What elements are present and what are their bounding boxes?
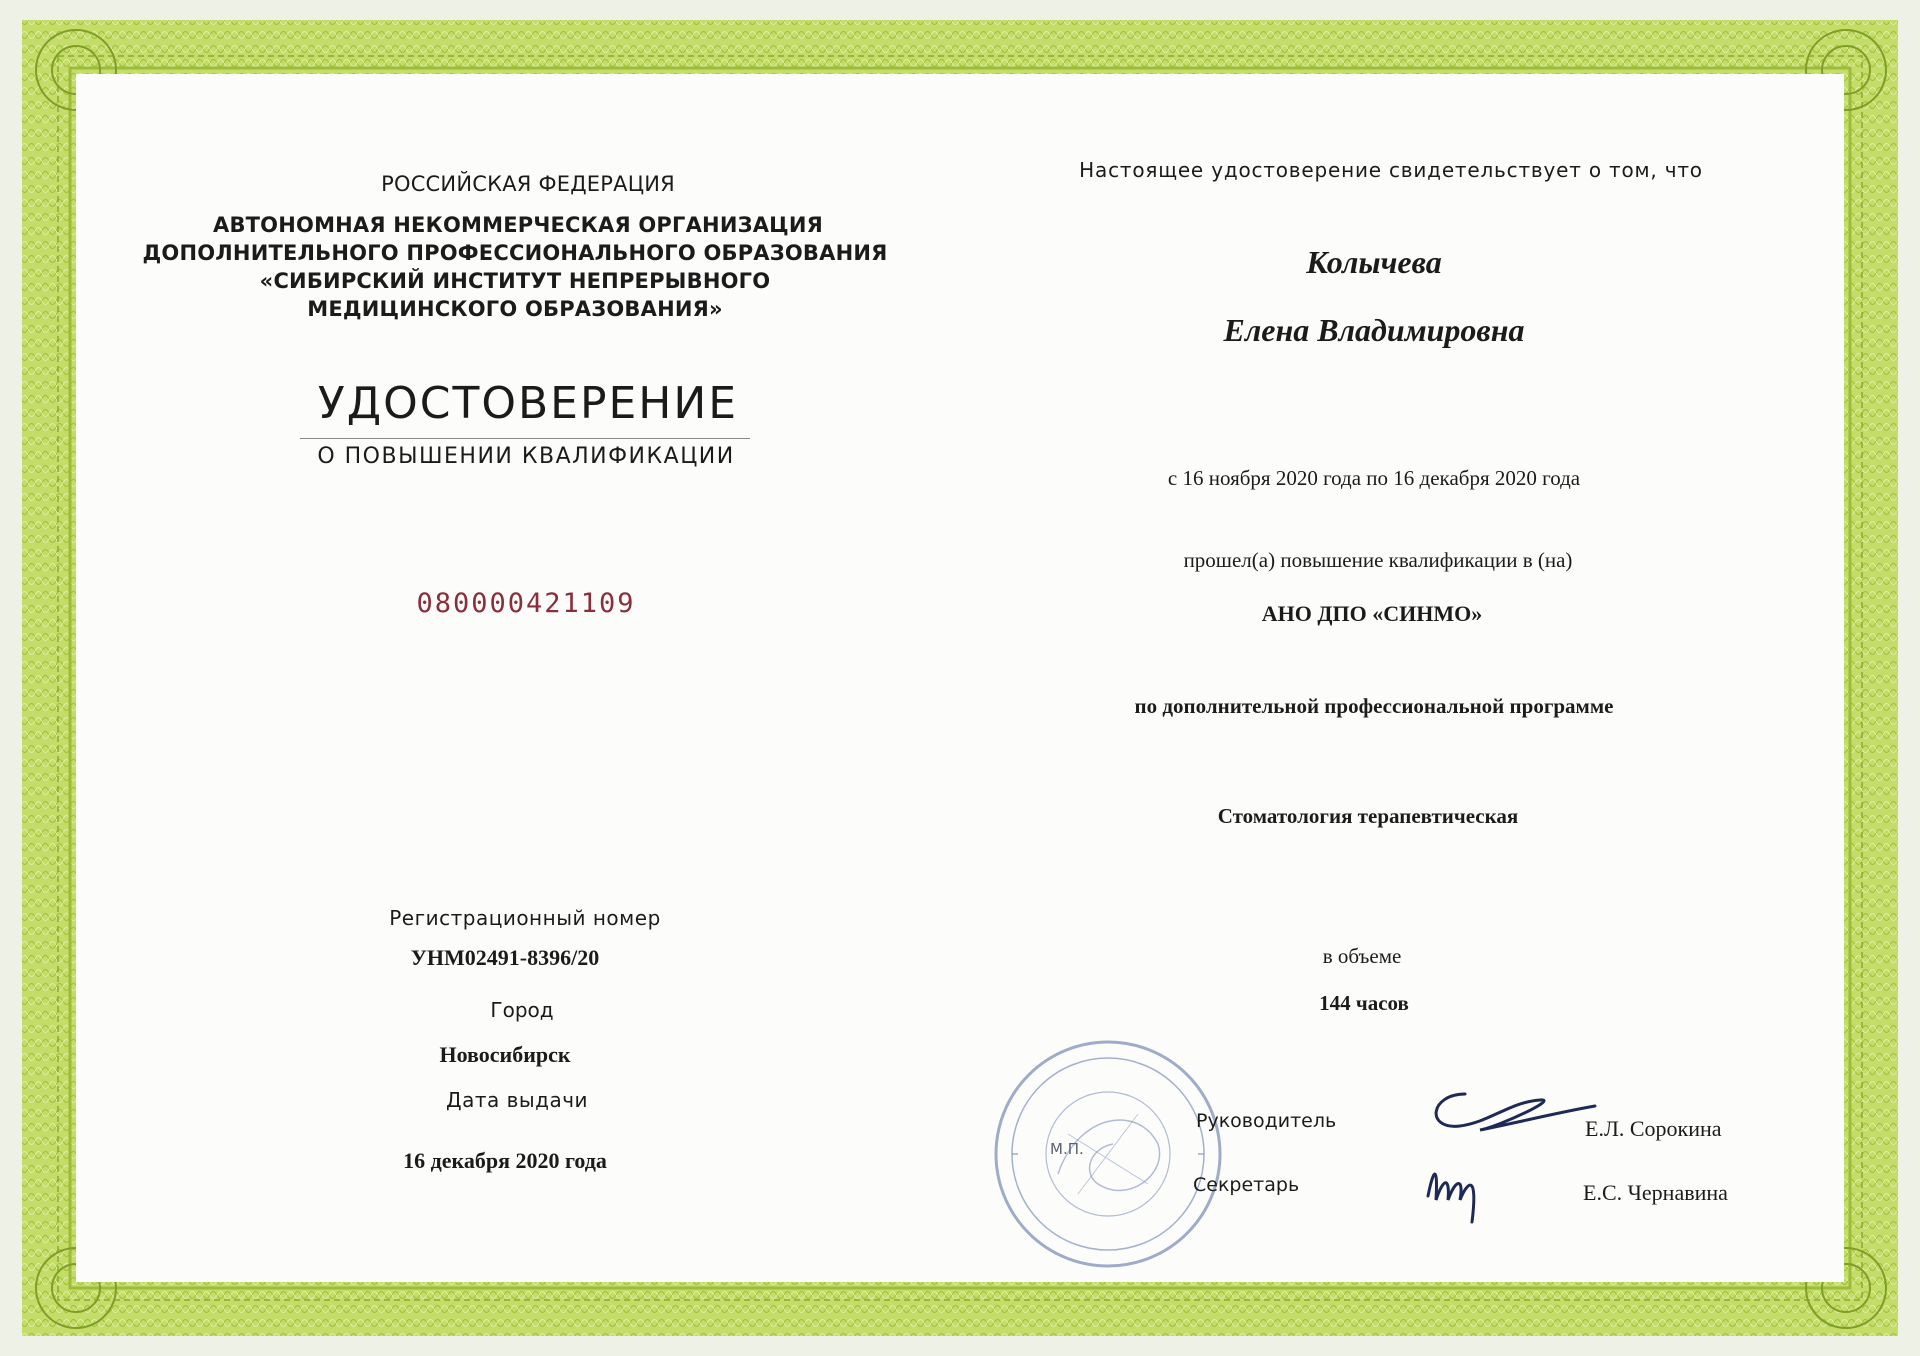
org-name-line-2: ДОПОЛНИТЕЛЬНОГО ПРОФЕССИОНАЛЬНОГО ОБРАЗОВАНИЯ — [142, 241, 888, 265]
holder-surname: Колычева — [1306, 244, 1442, 280]
title-divider — [300, 438, 750, 439]
registration-number: УНМ02491-8396/20 — [410, 945, 600, 970]
org-name-line-1: АВТОНОМНАЯ НЕКОММЕРЧЕСКАЯ ОРГАНИЗАЦИЯ — [213, 213, 823, 237]
org-name-line-4: МЕДИЦИНСКОГО ОБРАЗОВАНИЯ» — [307, 297, 723, 321]
holder-given-names: Елена Владимировна — [1223, 312, 1525, 348]
head-title: Руководитель — [1196, 1110, 1337, 1132]
registration-label: Регистрационный номер — [389, 906, 661, 930]
document-subtitle: О ПОВЫШЕНИИ КВАЛИФИКАЦИИ — [317, 444, 735, 469]
head-name: Е.Л. Сорокина — [1585, 1116, 1722, 1141]
document-title: УДОСТОВЕРЕНИЕ — [317, 378, 739, 429]
official-seal — [988, 1034, 1228, 1274]
country-heading: РОССИЙСКАЯ ФЕДЕРАЦИЯ — [381, 172, 675, 196]
issue-date-label: Дата выдачи — [445, 1088, 589, 1112]
institution-name: АНО ДПО «СИНМО» — [1261, 601, 1483, 626]
completion-statement: прошел(а) повышение квалификации в (на) — [1183, 548, 1573, 572]
issue-date-value: 16 декабря 2020 года — [403, 1148, 607, 1173]
volume-hours: 144 часов — [1319, 991, 1409, 1015]
program-label: по дополнительной профессиональной программе — [1134, 694, 1614, 718]
city-label: Город — [490, 998, 554, 1022]
intro-statement: Настоящее удостоверение свидетельствует о том, что — [1079, 158, 1703, 182]
head-signature — [1420, 1082, 1600, 1142]
org-name-line-3: «СИБИРСКИЙ ИНСТИТУТ НЕПРЕРЫВНОГО — [259, 269, 771, 293]
program-name: Стоматология терапевтическая — [1217, 804, 1519, 828]
blank-serial-number: 080000421109 — [416, 588, 636, 619]
seal-place-label: М.П. — [1050, 1140, 1084, 1158]
secretary-name: Е.С. Чернавина — [1583, 1180, 1728, 1205]
city-value: Новосибирск — [439, 1042, 571, 1067]
secretary-title: Секретарь — [1193, 1174, 1300, 1196]
volume-label: в объеме — [1322, 944, 1402, 968]
training-period: с 16 ноября 2020 года по 16 декабря 2020 года — [1167, 466, 1581, 490]
secretary-signature — [1424, 1156, 1504, 1226]
